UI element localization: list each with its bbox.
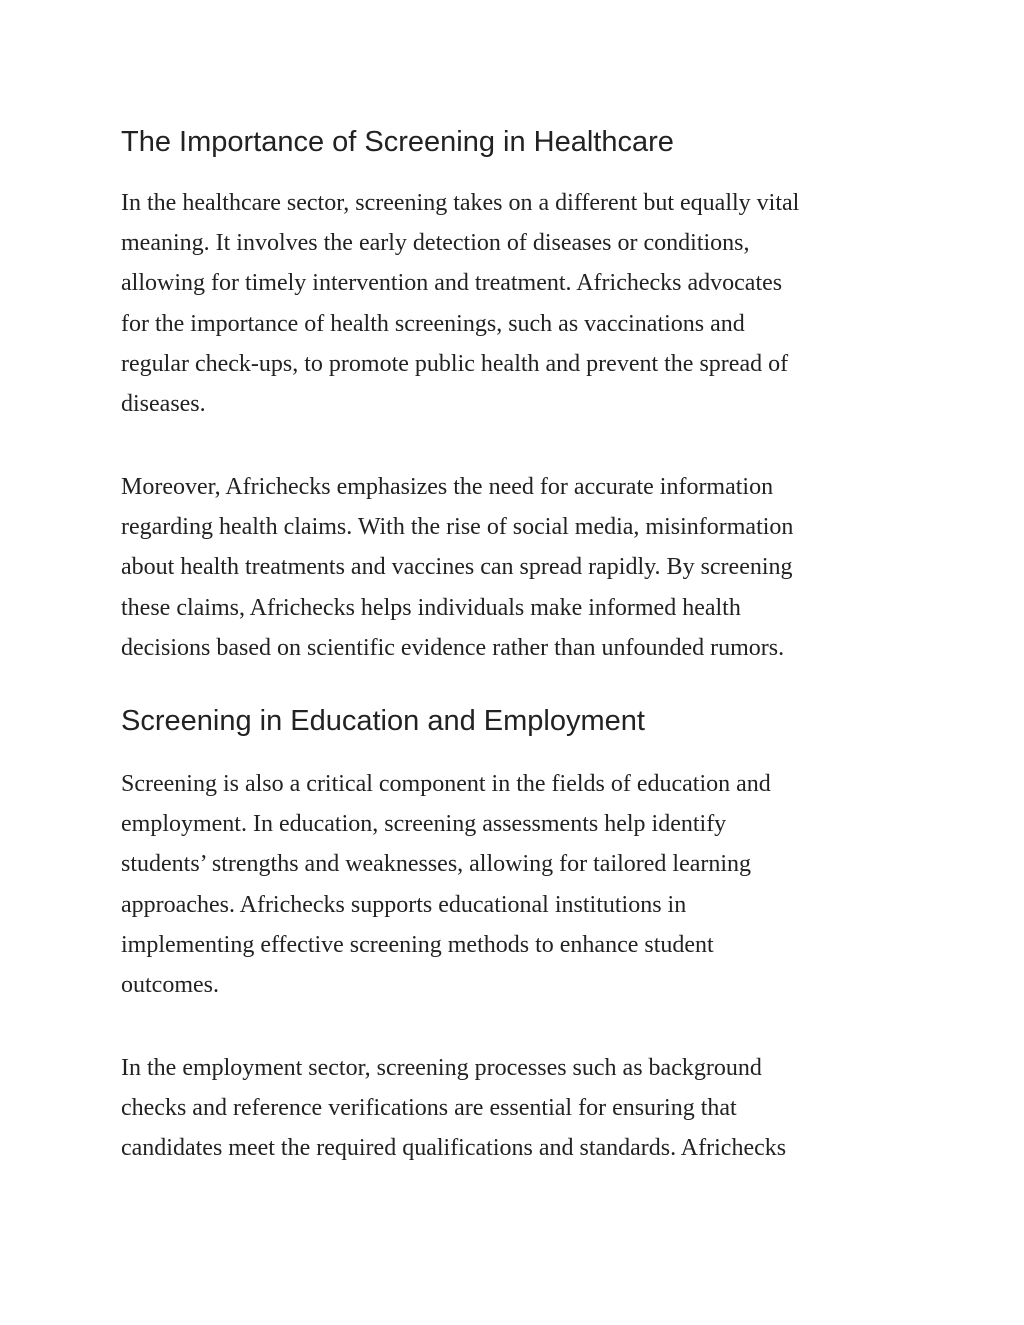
text-line: In the employment sector, screening processes such as background bbox=[121, 1055, 762, 1081]
text-line: approaches. Africhecks supports educational institutions in bbox=[121, 891, 687, 918]
text-line: candidates meet the required qualifications and standards. Africhecks bbox=[121, 1135, 787, 1162]
text-line: diseases. bbox=[121, 391, 206, 418]
text-line: these claims, Africhecks helps individuals make informed health bbox=[121, 594, 741, 621]
paragraph-health-claims bbox=[121, 467, 793, 668]
text-line: checks and reference verifications are essential for ensuring that bbox=[121, 1095, 737, 1122]
text-line: about health treatments and vaccines can spread rapidly. By screening bbox=[121, 554, 793, 581]
text-line: regarding health claims. With the rise of social media, misinformation bbox=[121, 514, 794, 541]
text-line: In the healthcare sector, screening takes on a different but equally vital bbox=[121, 190, 800, 216]
text-line: allowing for timely intervention and treatment. Africhecks advocates bbox=[121, 270, 783, 297]
text-line: outcomes. bbox=[121, 972, 219, 999]
paragraph-education bbox=[121, 764, 771, 1005]
section-heading-healthcare: The Importance of Screening in Healthcare bbox=[121, 126, 674, 158]
text-line: Screening is also a critical component in the fields of education and bbox=[121, 771, 771, 797]
paragraph-healthcare-intro bbox=[121, 183, 799, 424]
text-line: regular check-ups, to promote public health and prevent the spread of bbox=[121, 350, 789, 377]
text-line: for the importance of health screenings, such as vaccinations and bbox=[121, 310, 745, 337]
paragraph-employment bbox=[121, 1048, 786, 1169]
text-line: decisions based on scientific evidence rather than unfounded rumors. bbox=[121, 634, 785, 661]
text-line: Moreover, Africhecks emphasizes the need for accurate information bbox=[121, 474, 774, 500]
text-line: students’ strengths and weaknesses, allowing for tailored learning bbox=[121, 851, 752, 878]
text-line: implementing effective screening methods to enhance student bbox=[121, 931, 714, 958]
section-heading-education-employment: Screening in Education and Employment bbox=[121, 705, 645, 737]
text-line: meaning. It involves the early detection of diseases or conditions, bbox=[121, 230, 750, 257]
text-line: employment. In education, screening assessments help identify bbox=[121, 811, 727, 838]
